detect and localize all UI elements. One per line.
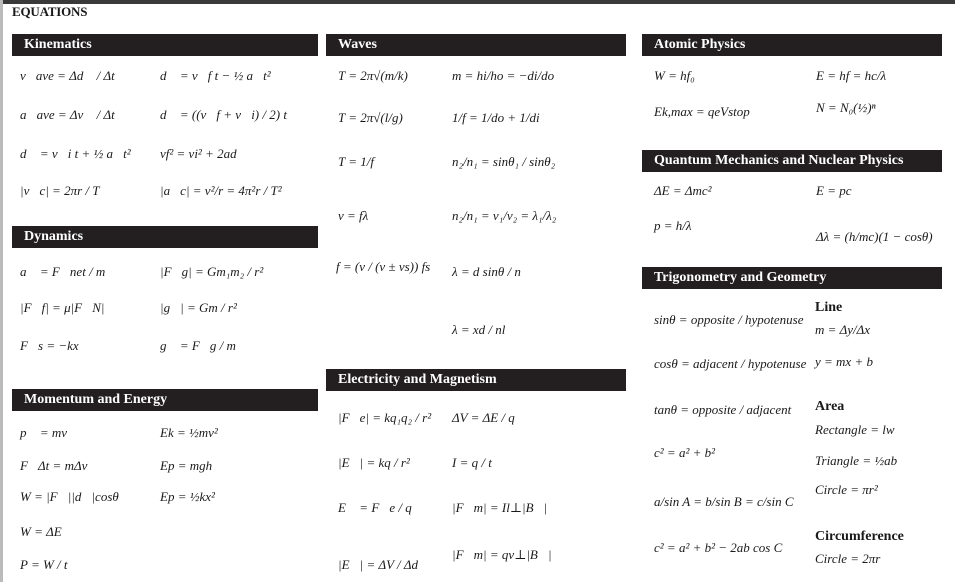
section-header-electricity-magnetism: Electricity and Magnetism	[326, 369, 626, 391]
equation: sinθ = opposite / hypotenuse	[654, 312, 804, 327]
equation: m = Δy/Δx	[815, 322, 871, 337]
equation: λ = d sinθ / n	[452, 264, 521, 279]
equation: d⃗ = ((v⃗f + v⃗i) / 2) t	[160, 107, 287, 122]
equation: Δλ = (h/mc)(1 − cosθ)	[816, 229, 933, 244]
equation: |E⃗| = kq / r²	[338, 455, 410, 470]
equation: a⃗ave = Δv⃗ / Δt	[20, 107, 115, 122]
equation: |F⃗g| = Gm₁m₂ / r²	[160, 264, 264, 279]
equation: p⃗ = mv⃗	[20, 425, 78, 440]
equation: Ep = ½kx²	[160, 489, 215, 504]
equation: Rectangle = lw	[815, 422, 895, 437]
equation: λ = xd / nl	[452, 322, 506, 337]
equation: |v⃗c| = 2πr / T	[20, 183, 100, 198]
equation: Circle = 2πr	[815, 551, 881, 566]
top-bar	[0, 0, 955, 4]
equation: m = hi/ho = −di/do	[452, 68, 555, 83]
equation: |F⃗f| = μ|F⃗N|	[20, 300, 105, 315]
section-header-kinematics: Kinematics	[12, 34, 318, 56]
equation: cosθ = adjacent / hypotenuse	[654, 356, 807, 371]
equation: |E⃗| = ΔV / Δd	[338, 557, 419, 572]
equation: W = ΔE	[20, 524, 62, 539]
equation: Ep = mgh	[160, 458, 213, 473]
equation: f = (v / (v ± vs)) fs	[336, 259, 431, 274]
equation: W = hf₀	[654, 68, 695, 83]
equation: E = hf = hc/λ	[816, 68, 887, 83]
equation: c² = a² + b²	[654, 445, 716, 460]
equation: n₂/n₁ = sinθ₁ / sinθ₂	[452, 154, 556, 169]
equation: W = |F⃗||d⃗|cosθ	[20, 489, 119, 504]
section-header-trigonometry: Trigonometry and Geometry	[642, 267, 942, 289]
page-title: EQUATIONS	[12, 4, 88, 19]
equation: tanθ = opposite / adjacent	[654, 402, 792, 417]
section-header-waves: Waves	[326, 34, 626, 56]
area-subheading: Area	[815, 399, 845, 414]
equation: Circle = πr²	[815, 482, 878, 497]
section-header-atomic-physics: Atomic Physics	[642, 34, 942, 56]
equation: p = h/λ	[654, 218, 692, 233]
line-subheading: Line	[815, 300, 843, 315]
equation: |F⃗e| = kq₁q₂ / r²	[338, 410, 432, 425]
equation: T = 2π√(m/k)	[338, 68, 408, 83]
equation: v = fλ	[338, 208, 369, 223]
equation: N = N₀(½)ⁿ	[816, 100, 876, 115]
left-edge	[0, 0, 3, 582]
equation: F⃗Δt = mΔv⃗	[20, 458, 98, 473]
equation: a⃗ = F⃗net / m	[20, 264, 106, 279]
section-header-dynamics: Dynamics	[12, 226, 318, 248]
equation: Triangle = ½ab	[815, 453, 898, 468]
circumference-subheading: Circumference	[815, 529, 904, 544]
equation: |a⃗c| = v²/r = 4π²r / T²	[160, 183, 282, 198]
equation: d⃗ = v⃗i t + ½ a⃗t²	[20, 146, 131, 161]
equation: E = pc	[816, 183, 852, 198]
equation: a/sin A = b/sin B = c/sin C	[654, 494, 794, 509]
equation: ΔV = ΔE / q	[452, 410, 515, 425]
equation: |g⃗| = Gm / r²	[160, 300, 237, 315]
equation: v⃗ave = Δd⃗ / Δt	[20, 68, 115, 83]
equation: T = 1/f	[338, 154, 374, 169]
equation: E⃗ = F⃗e / q	[338, 500, 412, 515]
equation: c² = a² + b² − 2ab cos C	[654, 540, 783, 555]
equation: vf² = vi² + 2ad	[160, 146, 237, 161]
equation: I = q / t	[452, 455, 492, 470]
equation: y = mx + b	[815, 354, 873, 369]
section-header-momentum: Momentum and Energy	[12, 389, 318, 411]
section-header-quantum: Quantum Mechanics and Nuclear Physics	[642, 150, 942, 172]
equation: 1/f = 1/do + 1/di	[452, 110, 540, 125]
equation: Ek,max = qeVstop	[654, 104, 750, 119]
equation: |F⃗m| = Il⊥|B⃗|	[452, 500, 548, 515]
equation: |F⃗m| = qv⊥|B⃗|	[452, 547, 552, 562]
equation: Ek = ½mv²	[160, 425, 218, 440]
equation: n₂/n₁ = v₁/v₂ = λ₁/λ₂	[452, 208, 557, 223]
equation: ΔE = Δmc²	[654, 183, 712, 198]
equation: d⃗ = v⃗f t − ½ a⃗t²	[160, 68, 271, 83]
equation: P = W / t	[20, 557, 68, 572]
equation: g⃗ = F⃗g / m	[160, 338, 236, 353]
equation: T = 2π√(l/g)	[338, 110, 403, 125]
equation: F⃗s = −kx⃗	[20, 338, 89, 353]
